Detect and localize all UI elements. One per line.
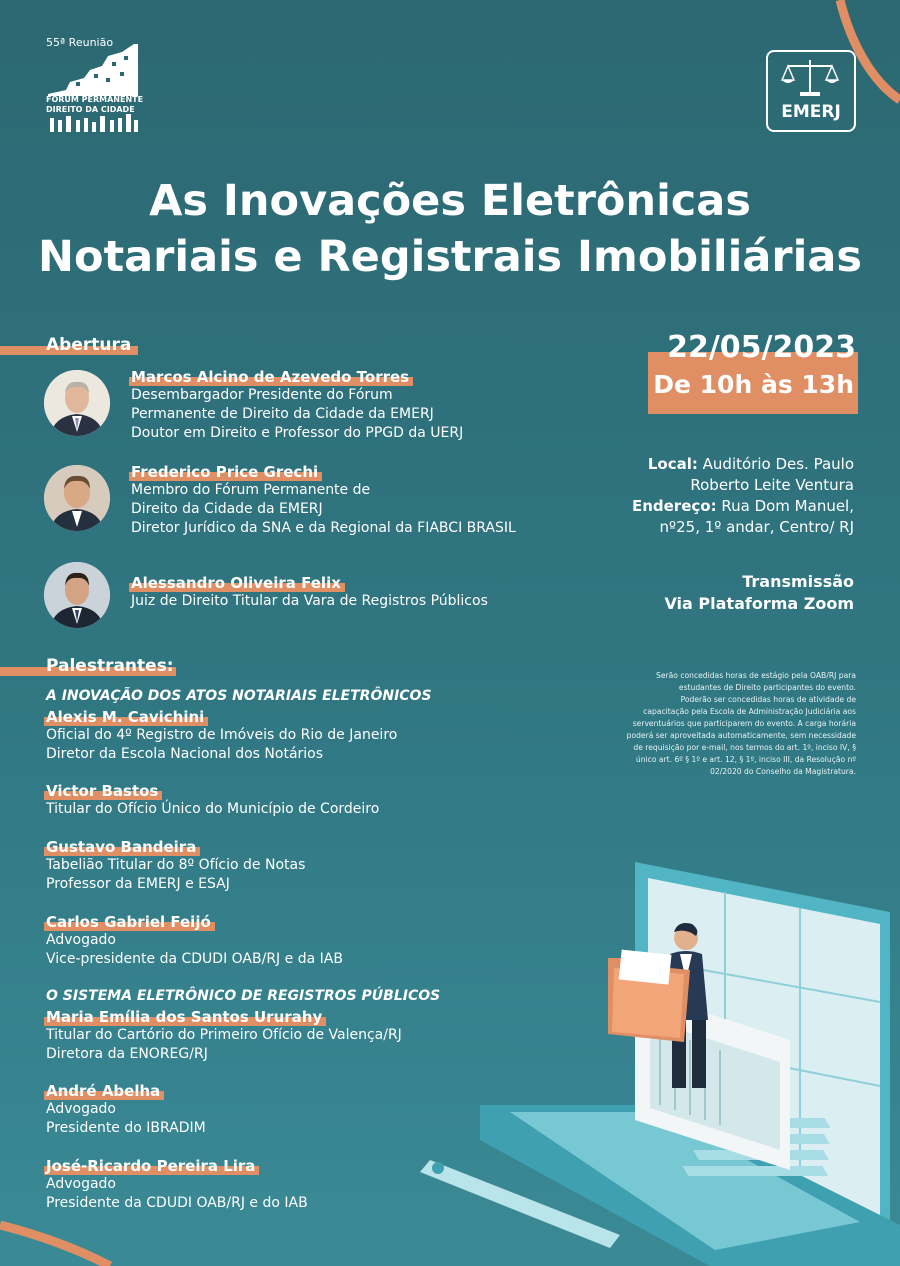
speaker-name: Frederico Price Grechi [131,463,319,481]
disclaimer-line: poderá ser aproveitada automaticamente, sem necessidade [626,731,856,740]
palestrante-line: Presidente do IBRADIM [46,1120,206,1136]
palestrante-4 [46,913,343,969]
emerj-scales-icon [780,56,840,98]
palestrante-line: Professor da EMERJ e ESAJ [46,876,230,892]
forum-city-skyline-icon [46,42,142,138]
event-location [632,454,854,538]
palestrante-1 [46,708,397,764]
palestrante-name: André Abelha [46,1082,161,1100]
speaker-line: Doutor em Direito e Professor do PPGD da UERJ [131,425,464,441]
disclaimer-line: serventuários que participarem do evento. A carga horária [632,719,856,728]
speaker-line: Juiz de Direito Titular da Vara de Registros Públicos [131,593,488,609]
local-value: Auditório Des. Paulo [702,455,854,473]
speaker-line: Desembargador Presidente do Fórum [131,387,393,403]
event-time: De 10h às 13h [653,370,854,399]
disclaimer-line: Poderão ser concedidas horas de atividade de [680,695,856,704]
endereco-label: Endereço: [631,497,717,515]
speaker-3 [131,574,488,611]
palestrante-line: Presidente da CDUDI OAB/RJ e do IAB [46,1195,308,1211]
speaker-line: Membro do Fórum Permanente de [131,482,371,498]
palestrante-name: Maria Emília dos Santos Ururahy [46,1008,323,1026]
disclaimer [600,670,856,778]
forum-logo-line-2: DIREITO DA CIDADE [46,105,135,114]
folder-icon [604,948,694,1048]
palestrante-name: Victor Bastos [46,782,159,800]
person-icon [44,562,110,628]
disclaimer-line: único art. 6º § 1º e art. 12, § 1º, inciso III, da Resolução nº [635,755,856,764]
speaker-line: Direito da Cidade da EMERJ [131,501,323,517]
transmissao-line-2: Via Plataforma Zoom [664,594,854,613]
palestrantes-header: Palestrantes: [46,656,174,676]
palestrante-name: Alexis M. Cavichini [46,708,205,726]
palestrante-3 [46,838,305,894]
forum-logo-line-1: FÓRUM PERMANENTE [46,95,144,104]
speaker-name: Marcos Alcino de Azevedo Torres [131,368,410,386]
speaker-line: Permanente de Direito da Cidade da EMERJ [131,406,434,422]
disclaimer-line: estudantes de Direito participantes do evento. [678,683,856,692]
palestrante-7 [46,1157,308,1213]
palestrante-line: Diretor da Escola Nacional dos Notários [46,746,324,762]
speaker-1 [131,368,463,443]
title-line-2: Notariais e Registrais Imobiliárias [38,232,862,282]
disclaimer-line: 02/2020 do Conselho da Magistratura. [710,767,856,776]
speaker-2 [131,463,516,538]
disclaimer-line: capacitação pela Escola de Administração Judiciária aos [643,707,856,716]
local-value-2: Roberto Leite Ventura [690,476,854,494]
endereco-value-2: nº25, 1º andar, Centro/ RJ [659,518,854,536]
palestrante-2 [46,782,379,819]
palestrante-line: Titular do Cartório do Primeiro Ofício de Valença/RJ [46,1027,402,1043]
local-label: Local: [647,455,698,473]
speaker-name: Alessandro Oliveira Felix [131,574,341,592]
disclaimer-line: de requisição por e-mail, nos termos do art. 1º, inciso IV, § [633,743,856,752]
talk-title-2: O SISTEMA ELETRÔNICO DE REGISTROS PÚBLICOS [46,988,441,1004]
palestrante-line: Advogado [46,1101,116,1117]
palestrante-line: Titular do Ofício Único do Município de Cordeiro [46,801,380,817]
transmissao-line-1: Transmissão [742,572,854,591]
person-icon [44,370,110,436]
event-date: 22/05/2023 [667,330,856,365]
reuniao-label: 55ª Reunião [46,36,114,49]
palestrante-line: Advogado [46,932,116,948]
avatar [44,370,110,436]
palestrante-name: José-Ricardo Pereira Lira [46,1157,256,1175]
talk-title-1: A INOVAÇÃO DOS ATOS NOTARIAIS ELETRÔNICOS [46,688,432,704]
palestrante-name: Carlos Gabriel Feijó [46,913,211,931]
palestrante-line: Oficial do 4º Registro de Imóveis do Rio de Janeiro [46,727,398,743]
palestrante-line: Vice-presidente da CDUDI OAB/RJ e da IAB [46,951,343,967]
palestrante-name: Gustavo Bandeira [46,838,197,856]
transmissao [664,571,854,615]
person-icon [44,465,110,531]
palestrante-line: Tabelião Titular do 8º Ofício de Notas [46,857,306,873]
page-title [0,173,900,285]
palestrante-line: Advogado [46,1176,116,1192]
palestrante-5 [46,1008,402,1064]
speaker-line: Diretor Jurídico da SNA e da Regional da FIABCI BRASIL [131,520,516,536]
title-line-1: As Inovações Eletrônicas [149,176,751,226]
abertura-header: Abertura [46,335,132,355]
palestrante-line: Diretora da ENOREG/RJ [46,1046,208,1062]
avatar [44,562,110,628]
emerj-logo-text: EMERJ [781,102,841,122]
disclaimer-line: Serão concedidas horas de estágio pela OAB/RJ para [656,671,856,680]
palestrante-6 [46,1082,206,1138]
endereco-value: Rua Dom Manuel, [721,497,854,515]
avatar [44,465,110,531]
